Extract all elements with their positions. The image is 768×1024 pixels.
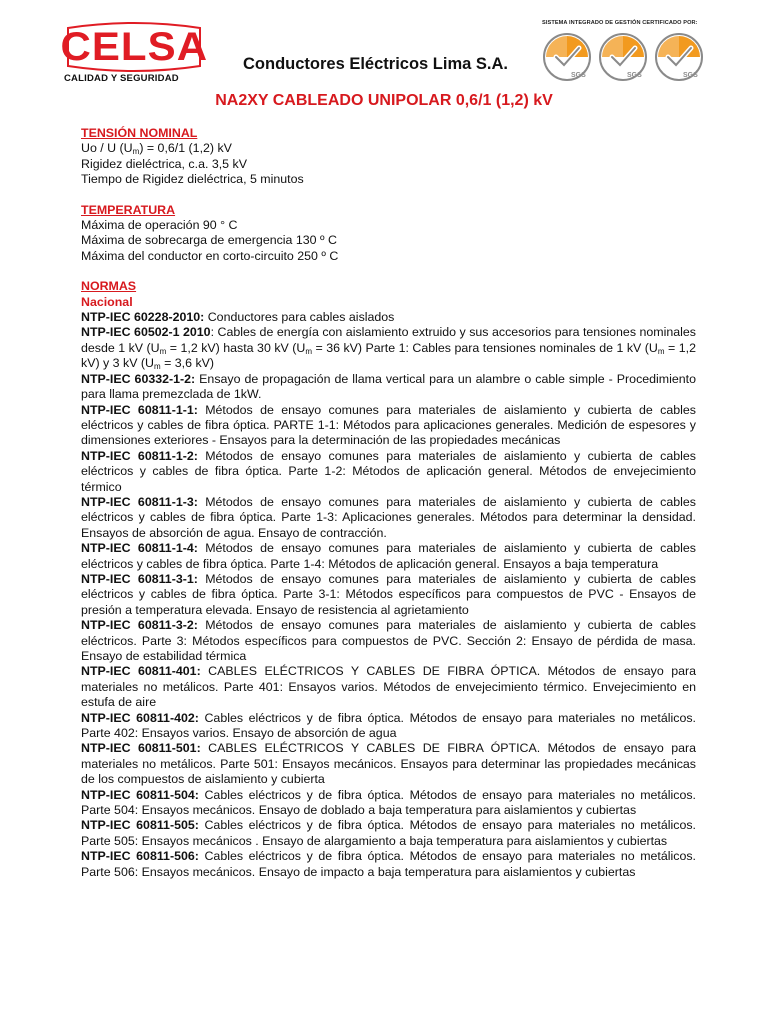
norm-item: NTP-IEC 60811-3-1: Métodos de ensayo comunes para materiales de aislamiento y cubierta de cables eléctricos y cables de fibra óptica. Parte 3-1: Métodos específicos para compuestos de PVC - Ensayos de presión a temperatura elevada. Ensayo de resistencia al agrietamiento	[81, 571, 696, 617]
norm-item: NTP-IEC 60811-3-2: Métodos de ensayo comunes para materiales de aislamiento y cubierta de cables eléctricos. Parte 3: Métodos específicos para compuestos de PVC. Sección 2: Ensayo de pérdida de masa. Ensayo de estabilidad térmica	[81, 618, 696, 663]
tension-line: Tiempo de Rigidez dieléctrica, 5 minutos	[81, 172, 304, 187]
norm-item: NTP-IEC 60811-504: Cables eléctricos y de fibra óptica. Métodos de ensayo para materiales no metálicos. Parte 504: Ensayos mecánicos. Ensayo de doblado a baja temperatura para aislamientos y cubiertas	[81, 787, 696, 818]
tension-line: Rigidez dieléctrica, c.a. 3,5 kV	[81, 156, 247, 171]
document-body	[81, 126, 696, 880]
norm-item: NTP-IEC 60502-1 2010: Cables de energía con aislamiento extruido y sus accesorios para tensiones nominales desde 1 kV ($U_m = 1,2$ kV) hasta 30 kV ($U_m = 36$ kV) Parte 1: Cables para tensiones nominales de 1 kV ($U_m = 1,2$ kV) y 3 kV ($U_m = 3,6$ kV)	[81, 325, 696, 372]
temperatura-line: Máxima de operación 90 ° C	[81, 218, 238, 233]
norm-item: NTP-IEC 60811-401: CABLES ELÉCTRICOS Y CABLES DE FIBRA ÓPTICA. Métodos de ensayo para materiales no metálicos. Parte 401: Ensayos varios. Métodos de envejecimiento térmico. Envejecimiento en estufa de aire	[81, 664, 696, 710]
section-heading-temperatura: TEMPERATURA	[81, 202, 176, 217]
norm-item: NTP-IEC 60811-506: Cables eléctricos y de fibra óptica. Métodos de ensayo para materiales no metálicos. Parte 506: Ensayos mecánicos. Ensayo de impacto a baja temperatura para aislamientos y cubiertas	[81, 849, 696, 879]
sgs-seal-icon	[654, 32, 704, 82]
logo-tagline: CALIDAD Y SEGURIDAD	[64, 73, 179, 84]
sgs-seal-icon	[542, 32, 592, 82]
norm-item: NTP-IEC 60811-1-4: Métodos de ensayo comunes para materiales de aislamiento y cubierta de cables eléctricos y cables de fibra óptica. Parte 1-4: Métodos de aplicación general. Ensayos a baja temperatura	[81, 541, 696, 571]
certification-title: SISTEMA INTEGRADO DE GESTIÓN CERTIFICADO POR:	[542, 20, 698, 26]
norm-item: NTP-IEC 60811-1-1: Métodos de ensayo comunes para materiales de aislamiento y cubierta de cables eléctricos y cables de fibra óptica. PARTE 1-1: Métodos para aplicaciones generales. Medición de espesores y dimensiones exteriores - Ensayos para la determinación de las propiedades mecánicas	[81, 402, 696, 448]
norm-item: NTP-IEC 60811-501: CABLES ELÉCTRICOS Y CABLES DE FIBRA ÓPTICA. Métodos de ensayo para materiales no metálicos. Parte 501: Ensayos mecánicos. Ensayos para determinar las propiedades mecánicas de los compuestos de aislamiento y cubierta	[81, 741, 696, 787]
norm-item: NTP-IEC 60811-505: Cables eléctricos y de fibra óptica. Métodos de ensayo para materiales no metálicos. Parte 505: Ensayos mecánicos . Ensayo de alargamiento a baja temperatura para aislamientos y cubiertas	[81, 818, 696, 848]
logo-mark	[60, 22, 209, 72]
section-heading-tension: TENSIÓN NOMINAL	[81, 126, 198, 140]
subheading-nacional: Nacional	[81, 294, 133, 309]
logo-wordmark: CELSA	[60, 25, 209, 69]
norm-item: NTP-IEC 60332-1-2: Ensayo de propagación de llama vertical para un alambre o cable simple - Procedimiento para llama premezclada de 1kW.	[81, 371, 696, 402]
seal-label: SGS	[683, 72, 698, 79]
temperatura-line: Máxima del conductor en corto-circuito 250 º C	[81, 248, 339, 263]
spacer	[81, 264, 696, 279]
company-name: Conductores Eléctricos Lima S.A.	[243, 55, 508, 73]
certification-block	[542, 20, 712, 82]
certification-seals	[542, 32, 712, 82]
temperatura-line: Máxima de sobrecarga de emergencia 130 º C	[81, 233, 337, 248]
celsa-logo	[60, 22, 209, 84]
norm-item: NTP-IEC 60811-402: Cables eléctricos y de fibra óptica. Métodos de ensayo para materiales no metálicos. Parte 402: Ensayos varios. Ensayo de absorción de agua	[81, 710, 696, 741]
seal-label: SGS	[627, 72, 642, 79]
seal-label: SGS	[571, 72, 586, 79]
tension-line: Uo / U $(U_m) = 0,6/1$ (1,2) kV	[81, 141, 232, 157]
norm-item: NTP-IEC 60811-1-2: Métodos de ensayo comunes para materiales de aislamiento y cubierta de cables eléctricos y cables de fibra óptica. Parte 1-2: Métodos de aplicación general. Métodos de envejecimiento térmico	[81, 448, 696, 494]
spacer	[81, 188, 696, 203]
sgs-seal-icon	[598, 32, 648, 82]
norm-item: NTP-IEC 60228-2010: Conductores para cables aislados	[81, 310, 395, 325]
section-heading-normas: NORMAS	[81, 279, 137, 294]
document-title: NA2XY CABLEADO UNIPOLAR 0,6/1 (1,2) kV	[215, 92, 553, 109]
norm-item: NTP-IEC 60811-1-3: Métodos de ensayo comunes para materiales de aislamiento y cubierta de cables eléctricos y cables de fibra óptica. Parte 1-3: Aplicaciones generales. Métodos para determinar la densidad. Ensayos de absorción de agua. Ensayo de contracción.	[81, 494, 696, 540]
